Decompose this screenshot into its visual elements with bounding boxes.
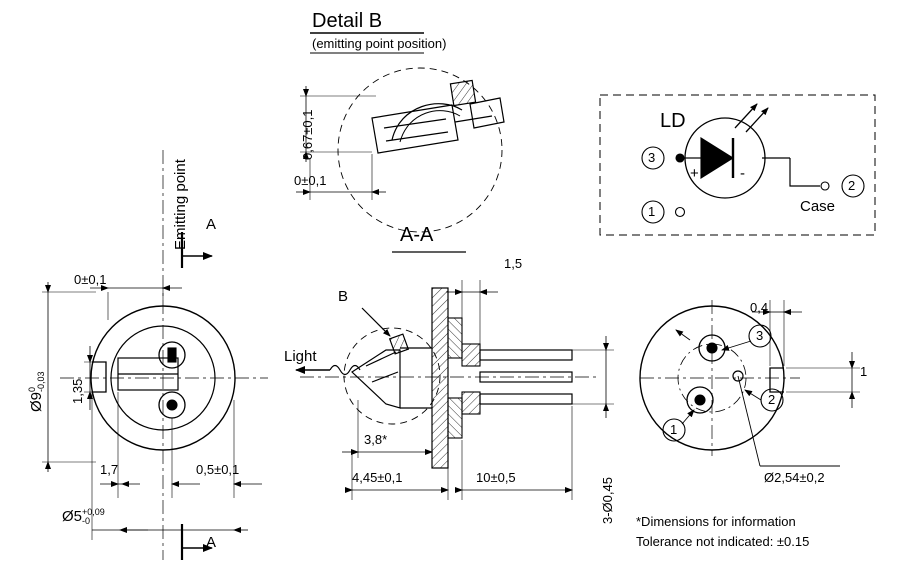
front-diameter-5-upper: +0,09 bbox=[82, 507, 105, 518]
section-dim-3-holes: 3-Ø0,45 bbox=[600, 477, 615, 524]
light-callout: Light bbox=[284, 348, 317, 365]
note-line-1: *Dimensions for information bbox=[636, 514, 796, 529]
section-mark-a-top: A bbox=[206, 216, 217, 233]
front-dim-1-35: 1,35 bbox=[70, 378, 85, 404]
detail-b-title: Detail B bbox=[312, 10, 383, 32]
back-dim-0-4: 0,4 bbox=[750, 300, 769, 315]
schematic-pin-3: 3 bbox=[648, 150, 656, 165]
front-diameter-9-value: Ø9 bbox=[28, 391, 45, 412]
back-pitch-dim: Ø2,54±0,2 bbox=[764, 470, 825, 485]
schematic-ld-label: LD bbox=[660, 110, 686, 132]
schematic-cathode-sign: - bbox=[740, 165, 745, 182]
front-dim-0-5: 0,5±0,1 bbox=[196, 462, 240, 477]
section-dim-1-5: 1,5 bbox=[504, 256, 523, 271]
front-diameter-9-upper: 0 bbox=[27, 386, 38, 392]
detail-b-horizontal-dim: 0±0,1 bbox=[294, 173, 327, 188]
emitting-point-label: Emitting point bbox=[172, 159, 189, 250]
schematic-anode-sign: + bbox=[690, 165, 699, 182]
section-mark-a-bottom: A bbox=[206, 534, 217, 551]
schematic-pin-1: 1 bbox=[648, 204, 656, 219]
back-pin-3: 3 bbox=[756, 328, 764, 343]
front-dim-1-7: 1,7 bbox=[100, 462, 119, 477]
back-pin-2: 2 bbox=[768, 392, 776, 407]
section-dim-4-45: 4,45±0,1 bbox=[352, 470, 403, 485]
detail-b-callout: B bbox=[338, 288, 349, 305]
section-dim-10: 10±0,5 bbox=[476, 470, 516, 485]
front-top-dim: 0±0,1 bbox=[74, 272, 107, 287]
section-aa-label: A-A bbox=[400, 224, 434, 246]
back-pin-1: 1 bbox=[670, 422, 678, 437]
front-diameter-5-lower: -0 bbox=[82, 516, 91, 527]
front-diameter-9-dim bbox=[28, 371, 46, 412]
section-dim-3-8: 3,8* bbox=[364, 432, 388, 447]
schematic-case-label: Case bbox=[800, 198, 836, 215]
back-dim-1: 1 bbox=[860, 364, 868, 379]
note-line-2: Tolerance not indicated: ±0.15 bbox=[636, 534, 810, 549]
front-diameter-5-value: Ø5 bbox=[62, 508, 83, 525]
front-diameter-9-lower: -0,03 bbox=[36, 371, 47, 392]
detail-b-subtitle: (emitting point position) bbox=[312, 36, 447, 51]
schematic-pin-2: 2 bbox=[848, 178, 856, 193]
detail-b-vertical-dim: 0,67±0,1 bbox=[300, 109, 315, 160]
front-diameter-5-dim bbox=[62, 508, 105, 526]
